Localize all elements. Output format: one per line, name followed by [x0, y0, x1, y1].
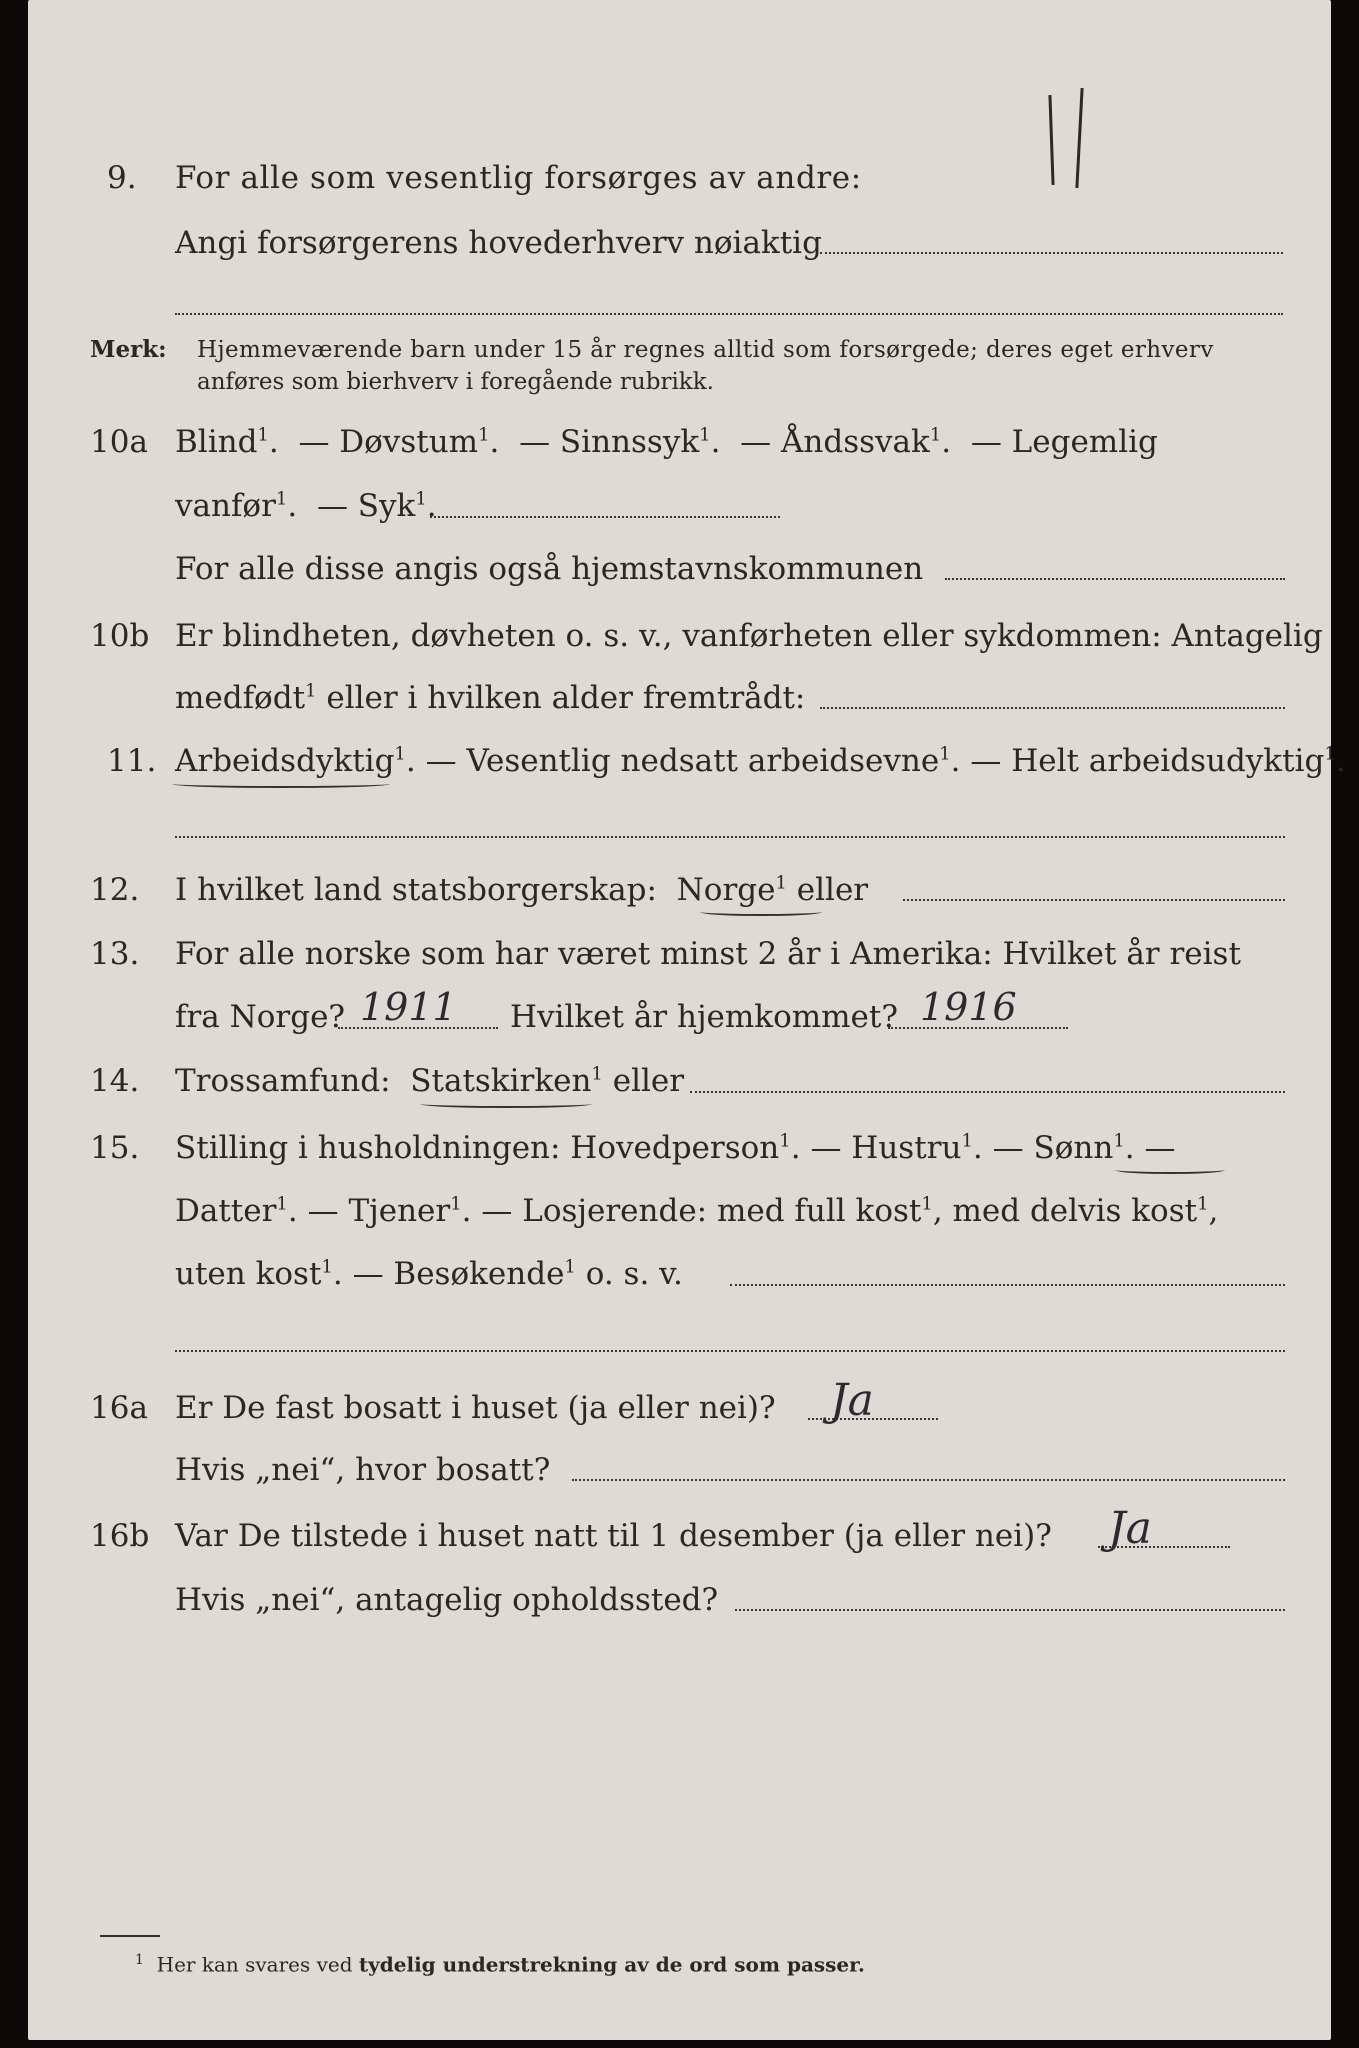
q16a-line1: Er De fast bosatt i huset (ja eller nei)? [175, 1390, 776, 1426]
q10b-medfodt[interactable]: medfødt [175, 680, 306, 716]
q13-answer-reist[interactable]: 1911 [360, 985, 457, 1029]
q10a-syk[interactable]: — Syk [316, 488, 416, 524]
q10a-legemlig[interactable]: — Legemlig [970, 424, 1158, 460]
q14-line: Trossamfund: Statskirken$^1$ eller [175, 1063, 685, 1099]
q12-line: I hvilket land statsborgerskap: Norge$^1$ eller [175, 872, 869, 908]
q14-answer-line[interactable] [690, 1091, 1285, 1093]
q10a-blind[interactable]: Blind [175, 424, 258, 460]
q16a-number: 16a [90, 1390, 148, 1426]
q9-answer-line-2[interactable] [175, 313, 1283, 315]
q11-udyktig[interactable]: — Helt arbeidsudyktig [970, 743, 1325, 779]
q9-number: 9. [107, 160, 137, 196]
q15-tjener[interactable]: — Tjener [307, 1193, 451, 1229]
q15-delvis-kost[interactable]: , med delvis kost [932, 1193, 1198, 1229]
q15-answer-line-2[interactable] [175, 1350, 1285, 1352]
q15-hovedperson[interactable]: Stilling i husholdningen: Hovedperson [175, 1130, 780, 1166]
q10a-number: 10a [90, 424, 148, 460]
q11-number: 11. [107, 743, 157, 779]
q14-statskirken[interactable]: Statskirken [410, 1063, 592, 1099]
q13-hjem: Hvilket år hjemkommet? [510, 999, 898, 1035]
q10b-answer-line[interactable] [820, 707, 1285, 709]
q14-underline-mark [420, 1100, 592, 1108]
merk-line2: anføres som bierhverv i foregående rubrikk. [197, 369, 714, 395]
q15-uten-kost[interactable]: uten kost [175, 1256, 322, 1292]
q16b-line2: Hvis „nei“, antagelig opholdssted? [175, 1582, 719, 1618]
q10a-hjemstavn-line[interactable] [945, 578, 1285, 580]
q15-datter[interactable]: Datter [175, 1193, 277, 1229]
q15-line3: uten kost$^1$. — Besøkende$^1$ o. s. v. [175, 1256, 683, 1292]
q11-nedsatt[interactable]: — Vesentlig nedsatt arbeidsevne [425, 743, 940, 779]
q11-underline-mark [172, 780, 390, 788]
q13-answer-hjem[interactable]: 1916 [920, 985, 1017, 1029]
q15-besokende[interactable]: — Besøkende [352, 1256, 565, 1292]
q10a-sinnssyk[interactable]: — Sinnssyk [519, 424, 700, 460]
q15-answer-line[interactable] [730, 1284, 1285, 1286]
q15-line2: Datter$^1$. — Tjener$^1$. — Losjerende: med full kost$^1$, med delvis kost$^1$, [175, 1193, 1219, 1229]
q11-line: Arbeidsdyktig$^1$. — Vesentlig nedsatt arbeidsevne$^1$. — Helt arbeidsudyktig$^1$. [175, 743, 1346, 779]
q9-line2: Angi forsørgerens hovederhverv nøiaktig [175, 225, 822, 261]
q12-underline-mark [700, 908, 822, 916]
merk-label: Merk: [90, 336, 167, 363]
q13-fra: fra Norge? [175, 999, 346, 1035]
q16a-bosatt-line[interactable] [572, 1479, 1285, 1481]
q15-full-kost[interactable]: — Losjerende: med full kost [481, 1193, 922, 1229]
merk-line1: Hjemmeværende barn under 15 år regnes alltid som forsørgede; deres eget erhverv [197, 337, 1214, 363]
q15-hustru[interactable]: — Hustru [810, 1130, 962, 1166]
q10a-line2: vanfør$^1$. — Syk$^1$. [175, 488, 437, 524]
q15-sonn[interactable]: — Sønn [992, 1130, 1114, 1166]
q10b-number: 10b [90, 618, 150, 654]
q16b-opholdssted-line[interactable] [735, 1609, 1285, 1611]
q15-number: 15. [90, 1130, 140, 1166]
q12-number: 12. [90, 872, 140, 908]
q15-line1: Stilling i husholdningen: Hovedperson$^1$. — Hustru$^1$. — Sønn$^1$. — [175, 1130, 1176, 1166]
q16b-line1: Var De tilstede i huset natt til 1 desember (ja eller nei)? [175, 1518, 1052, 1554]
q9-line1: For alle som vesentlig forsørges av andre: [175, 160, 862, 196]
q15-underline-mark [1115, 1166, 1225, 1174]
q16b-number: 16b [90, 1518, 150, 1554]
q16a-answer[interactable]: Ja [830, 1375, 874, 1426]
q10a-andssvak[interactable]: — Åndssvak [740, 424, 930, 460]
q14-number: 14. [90, 1063, 140, 1099]
q13-number: 13. [90, 936, 140, 972]
q16b-answer[interactable]: Ja [1108, 1503, 1152, 1554]
q10a-line1: Blind$^1$. — Døvstum$^1$. — Sinnssyk$^1$. — Åndssvak$^1$. — Legemlig [175, 424, 1158, 460]
q16a-line2: Hvis „nei“, hvor bosatt? [175, 1452, 551, 1488]
q10b-line1: Er blindheten, døvheten o. s. v., vanførheten eller sykdommen: Antagelig [175, 618, 1323, 654]
footnote-rule [100, 1935, 160, 1937]
q10a-dovstum[interactable]: — Døvstum [298, 424, 479, 460]
q13-line1: For alle norske som har været minst 2 år i Amerika: Hvilket år reist [175, 936, 1241, 972]
q11-answer-line[interactable] [175, 836, 1285, 838]
q10b-line2: medfødt$^1$ eller i hvilken alder fremtrådt: [175, 680, 806, 716]
footnote: $^1$ Her kan svares ved tydelig understrekning av de ord som passer. [135, 1952, 865, 1977]
q11-arbeidsdyktig[interactable]: Arbeidsdyktig [175, 743, 395, 779]
q10a-answer-line[interactable] [430, 516, 780, 518]
q10a-line3: For alle disse angis også hjemstavnskommunen [175, 551, 924, 587]
q9-answer-line[interactable] [820, 252, 1283, 254]
q12-norge[interactable]: Norge [676, 872, 776, 908]
footnote-mark: 1 [135, 1952, 144, 1968]
q12-answer-line[interactable] [903, 899, 1285, 901]
q10a-vanfor[interactable]: vanfør [175, 488, 276, 524]
